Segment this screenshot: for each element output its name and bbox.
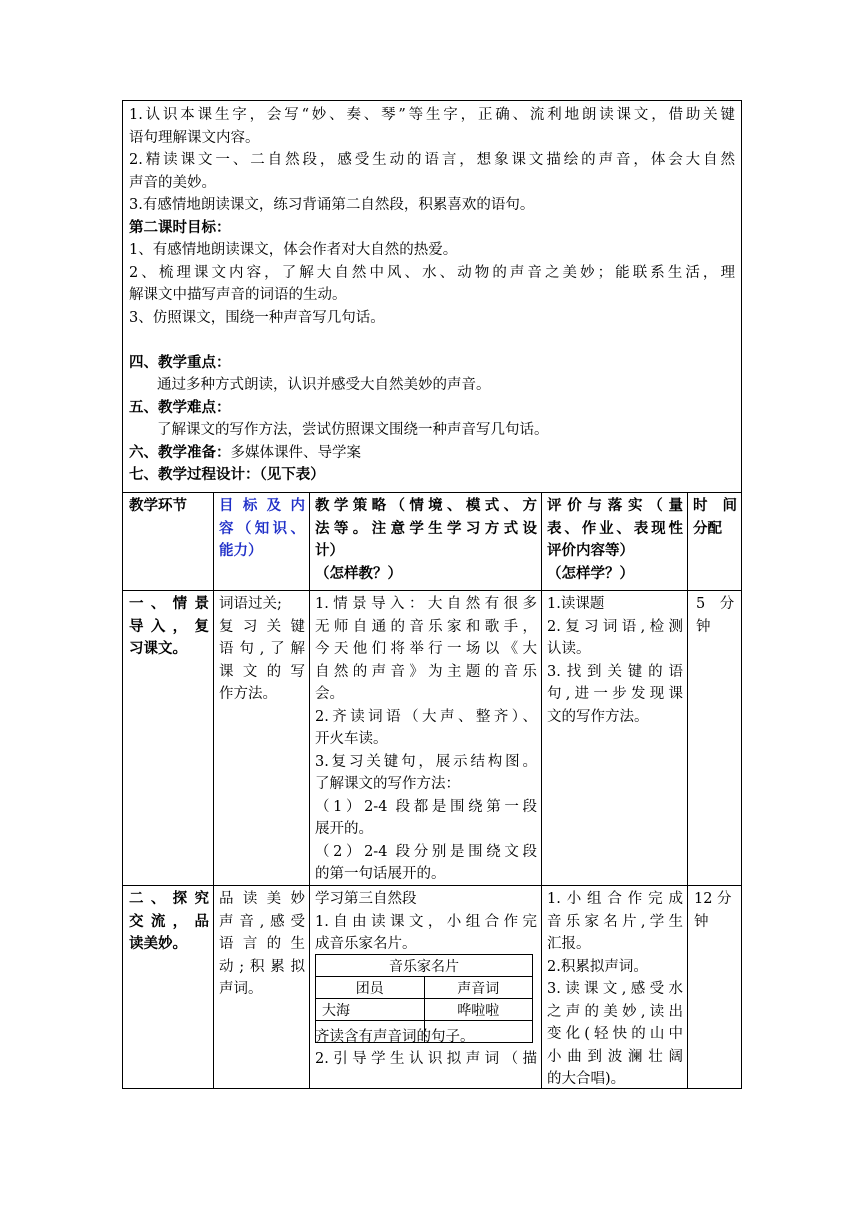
second-objective-line: 解课文中描写声音的词语的生动。	[129, 287, 347, 303]
row2-evaluation: 1.小组合作完成 音乐家名片,学生 汇报。 2.积累拟声词。 3.读课文,感受水 之声的美妙,读出 变化(轻快的山中 小曲到波澜壮阔 的大合唱)。	[547, 891, 683, 1087]
header-step: 教学环节	[129, 497, 187, 514]
musician-card-cell: 大海	[316, 999, 425, 1021]
objective-line: 1.认识本课生字，会写“妙、奏、琴”等生字，正确、流利地朗读课文，借助关键	[129, 107, 735, 123]
difficulties-text: 了解课文的写作方法，尝试仿照课文围绕一种声音写几句话。	[157, 422, 549, 438]
key-points-title: 四、教学重点：	[129, 353, 231, 371]
musician-card-cell	[424, 1021, 533, 1043]
row1-time: 5 分 钟	[696, 596, 735, 635]
second-objective-line: 2、梳理课文内容，了解大自然中风、水、动物的声音之美妙；能联系生活，理	[129, 264, 735, 281]
musician-card-title: 音乐家名片	[316, 955, 533, 977]
header-evaluation: 评价与落实（量 表、作业、表现性 评价内容等） （怎样学？）	[547, 497, 683, 582]
process-title: 七、教学过程设计：（见下表）	[129, 466, 325, 483]
row1-step: 一、情景 导入，复 习课文。	[129, 595, 209, 657]
row2-step: 二、探究 交流，品 读美妙。	[129, 890, 209, 952]
row2-time: 12 分 钟	[694, 891, 732, 930]
objectives-section	[123, 101, 741, 492]
lesson-plan-frame	[122, 100, 742, 1089]
musician-card-header: 团员	[316, 977, 425, 999]
row1-goal: 词语过关; 复习关键 语句,了解 课文的写 作方法。	[219, 596, 305, 702]
objective-line: 2.精读课文一、二自然段，感受生动的语言，想象课文描绘的声音，体会大自然	[129, 152, 735, 168]
header-strategy: 教学策略（情境、模式、方 法等。注意学生学习方式设 计） （怎样教？）	[315, 497, 537, 582]
row1-evaluation: 1.读课题 2.复习词语,检测 认读。 3.找到关键的语 句,进一步发现课 文的写作方法。	[547, 596, 683, 725]
header-time: 时 间 分配	[693, 497, 737, 537]
objective-line: 3.有感情地朗读课文，练习背诵第二自然段，积累喜欢的语句。	[129, 197, 535, 213]
preparation-title: 六、教学准备：	[129, 443, 231, 461]
musician-card-table	[315, 954, 533, 1043]
musician-card-cell: 哗啦啦	[424, 999, 533, 1021]
row2-strategy: 学习第三自然段 1.自由读课文，小组合作完 成音乐家名片。 齐读含有声音词的句子。 2.引导学生认识拟声词（描	[315, 891, 537, 1067]
header-goal: 目标及内 容（知识、 能力）	[219, 497, 305, 559]
row1-strategy: 1.情景导入：大自然有很多 无师自通的音乐家和歌手， 今天他们将举行一场以《大 自然的声音》为主题的音乐 会。 2.齐读词语（大声、整齐）、 开火车读。 3.复习关键句，展示结构图。 了解课文的写作方法： （1）2-4 段都是围绕第一段 展开的。 （2）2-4 段分别是围绕文段 的第一句话展开的。	[315, 596, 537, 882]
objective-line: 声音的美妙。	[129, 174, 216, 191]
objective-line: 语句理解课文内容。	[129, 129, 260, 146]
key-points-text: 通过多种方式朗读，认识并感受大自然美妙的声音。	[157, 377, 491, 393]
second-lesson-title: 第二课时目标：	[129, 218, 231, 236]
musician-card-header: 声音词	[424, 977, 533, 999]
preparation-text: 多媒体课件、导学案	[230, 444, 361, 461]
musician-card-cell	[316, 1021, 425, 1043]
row2-goal: 品读美妙 声音,感受 语言的生 动;积累拟 声词。	[219, 891, 305, 997]
second-objective-line: 3、仿照课文，围绕一种声音写几句话。	[129, 309, 385, 326]
second-objective-line: 1、有感情地朗读课文，体会作者对大自然的热爱。	[129, 242, 458, 258]
preparation-line	[129, 442, 735, 465]
difficulties-title: 五、教学难点：	[129, 398, 231, 416]
